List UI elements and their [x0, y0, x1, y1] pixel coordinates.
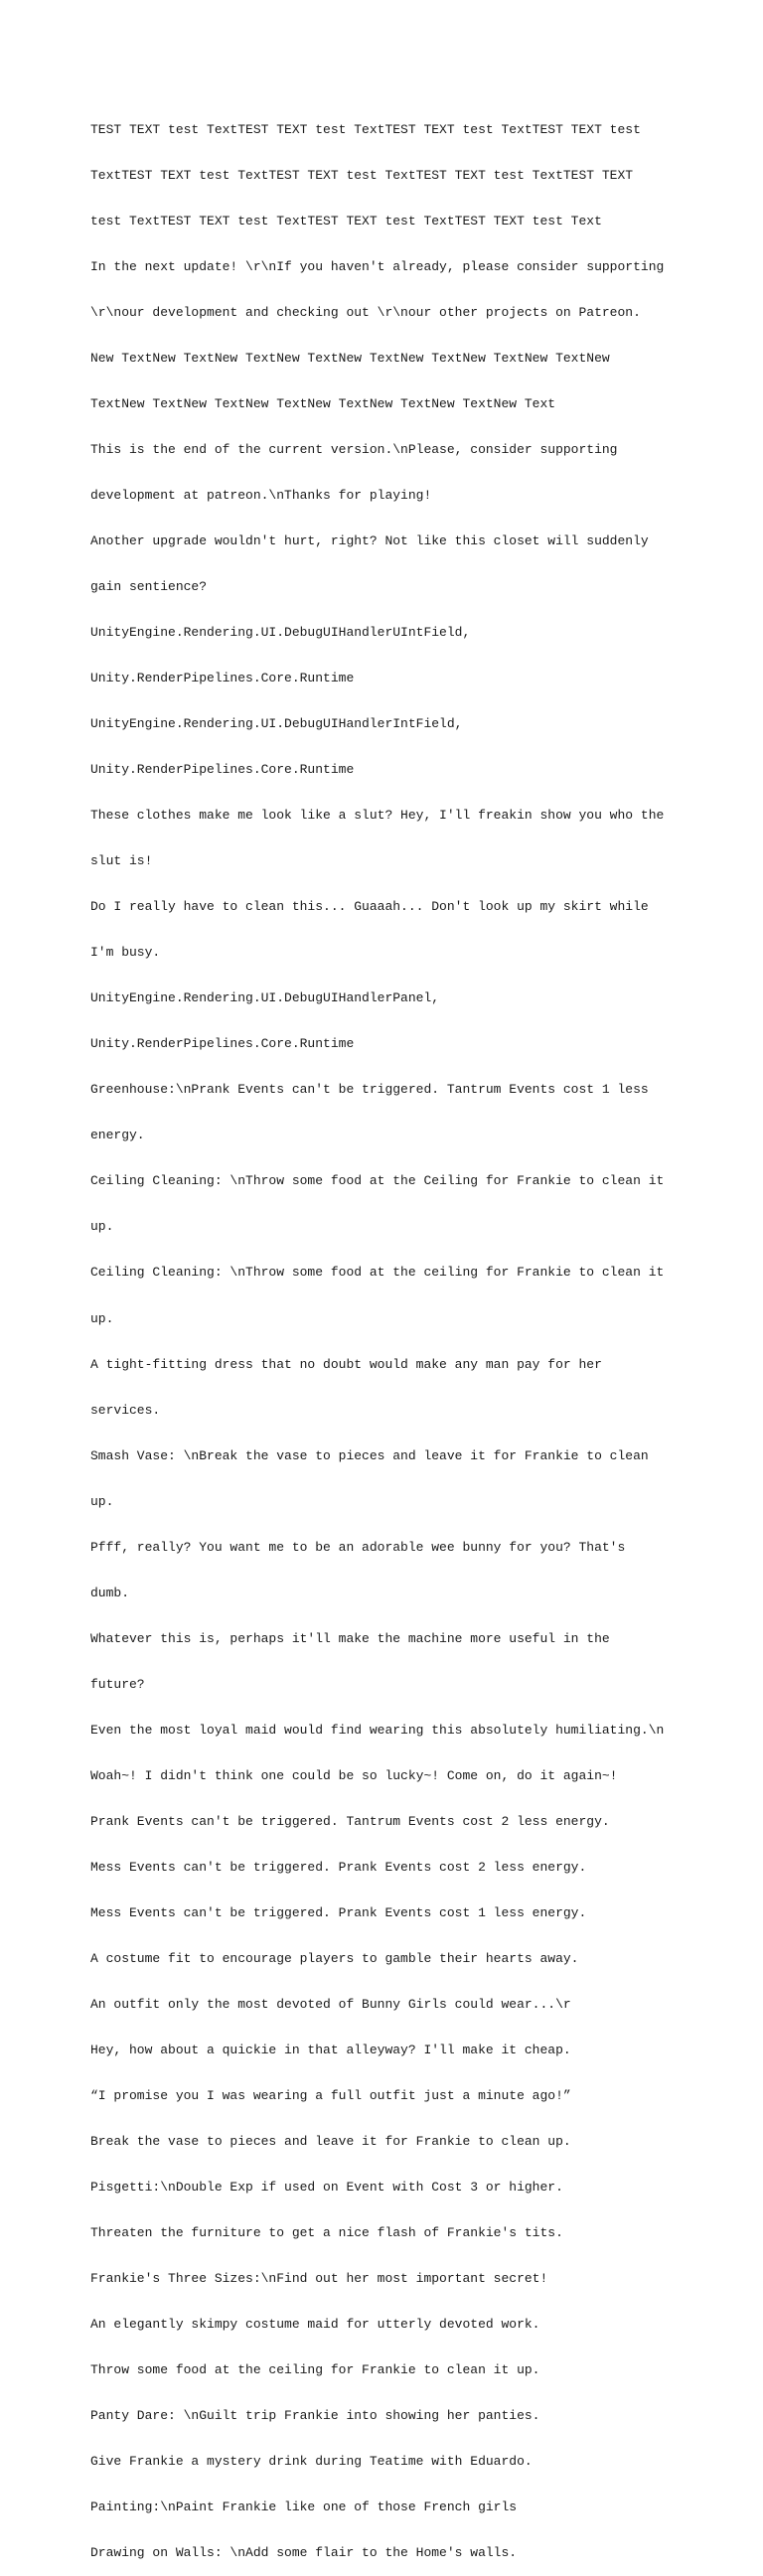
- text-line: These clothes make me look like a slut? Hey, I'll freakin show you who the: [90, 808, 665, 824]
- text-line: Unity.RenderPipelines.Core.Runtime: [90, 671, 355, 686]
- text-line: Mess Events can't be triggered. Prank Events cost 1 less energy.: [90, 1904, 587, 1920]
- text-line: future?: [90, 1676, 145, 1692]
- text-line: A tight-fitting dress that no doubt would make any man pay for her: [90, 1356, 602, 1372]
- text-line: Unity.RenderPipelines.Core.Runtime: [90, 762, 355, 778]
- text-line: TextNew TextNew TextNew TextNew TextNew TextNew TextNew Text: [90, 395, 556, 411]
- text-line: Give Frankie a mystery drink during Teatime with Eduardo.: [90, 2454, 533, 2470]
- text-line: Painting:\nPaint Frankie like one of those French girls: [90, 2500, 518, 2515]
- text-line: Throw some food at the ceiling for Frankie to clean it up.: [90, 2362, 540, 2378]
- text-line: Smash Vase: \nBreak the vase to pieces and leave it for Frankie to clean: [90, 1447, 649, 1463]
- text-line: \r\nour development and checking out \r\nour other projects on Patreon.: [90, 304, 641, 320]
- text-line: UnityEngine.Rendering.UI.DebugUIHandlerPanel,: [90, 990, 440, 1006]
- text-line: up.: [90, 1310, 114, 1326]
- text-line: Mess Events can't be triggered. Prank Events cost 2 less energy.: [90, 1859, 587, 1875]
- text-line: Prank Events can't be triggered. Tantrum Events cost 2 less energy.: [90, 1813, 610, 1829]
- document-text-block: [90, 91, 687, 2576]
- text-line: services.: [90, 1402, 161, 1418]
- text-line: test TextTEST TEXT test TextTEST TEXT test TextTEST TEXT test Text: [90, 213, 602, 228]
- text-line: Ceiling Cleaning: \nThrow some food at the ceiling for Frankie to clean it: [90, 1265, 665, 1281]
- text-line: dumb.: [90, 1585, 130, 1600]
- text-line: Another upgrade wouldn't hurt, right? Not like this closet will suddenly: [90, 532, 649, 548]
- text-line: An elegantly skimpy costume maid for utterly devoted work.: [90, 2317, 540, 2333]
- text-line: Whatever this is, perhaps it'll make the machine more useful in the: [90, 1630, 610, 1646]
- text-line: slut is!: [90, 853, 153, 869]
- text-line: Greenhouse:\nPrank Events can't be triggered. Tantrum Events cost 1 less: [90, 1082, 649, 1098]
- text-line: I'm busy.: [90, 945, 161, 961]
- text-line: Pisgetti:\nDouble Exp if used on Event with Cost 3 or higher.: [90, 2180, 563, 2196]
- text-line: Woah~! I didn't think one could be so lucky~! Come on, do it again~!: [90, 1767, 618, 1783]
- text-line: development at patreon.\nThanks for playing!: [90, 487, 432, 503]
- text-line: Break the vase to pieces and leave it for Frankie to clean up.: [90, 2134, 571, 2150]
- text-line: Unity.RenderPipelines.Core.Runtime: [90, 1036, 355, 1052]
- text-line: Hey, how about a quickie in that alleyway? I'll make it cheap.: [90, 2043, 571, 2057]
- text-line: up.: [90, 1493, 114, 1509]
- text-line: Ceiling Cleaning: \nThrow some food at the Ceiling for Frankie to clean it: [90, 1173, 665, 1189]
- text-line: energy.: [90, 1128, 145, 1143]
- text-line: This is the end of the current version.\nPlease, consider supporting: [90, 441, 618, 457]
- text-line: An outfit only the most devoted of Bunny Girls could wear...\r: [90, 1996, 571, 2012]
- text-line: New TextNew TextNew TextNew TextNew TextNew TextNew TextNew TextNew: [90, 350, 610, 366]
- text-line: UnityEngine.Rendering.UI.DebugUIHandlerUIntField,: [90, 625, 471, 641]
- text-line: Do I really have to clean this... Guaaah... Don't look up my skirt while: [90, 899, 649, 915]
- text-line: TEST TEXT test TextTEST TEXT test TextTEST TEXT test TextTEST TEXT test: [90, 121, 641, 137]
- text-line: “I promise you I was wearing a full outfit just a minute ago!”: [90, 2088, 571, 2104]
- text-line: UnityEngine.Rendering.UI.DebugUIHandlerIntField,: [90, 716, 463, 732]
- text-line: Threaten the furniture to get a nice flash of Frankie's tits.: [90, 2225, 563, 2241]
- text-line: In the next update! \r\nIf you haven't already, please consider supporting: [90, 258, 665, 274]
- text-line: gain sentience?: [90, 579, 208, 594]
- text-line: Panty Dare: \nGuilt trip Frankie into showing her panties.: [90, 2408, 540, 2424]
- text-line: A costume fit to encourage players to gamble their hearts away.: [90, 1950, 579, 1966]
- text-line: Even the most loyal maid would find wearing this absolutely humiliating.\n: [90, 1722, 665, 1738]
- text-line: Drawing on Walls: \nAdd some flair to the Home's walls.: [90, 2545, 518, 2561]
- text-line: Pfff, really? You want me to be an adorable wee bunny for you? That's: [90, 1539, 626, 1555]
- text-line: up.: [90, 1219, 114, 1235]
- text-line: TextTEST TEXT test TextTEST TEXT test TextTEST TEXT test TextTEST TEXT: [90, 167, 634, 183]
- text-line: Frankie's Three Sizes:\nFind out her most important secret!: [90, 2271, 548, 2287]
